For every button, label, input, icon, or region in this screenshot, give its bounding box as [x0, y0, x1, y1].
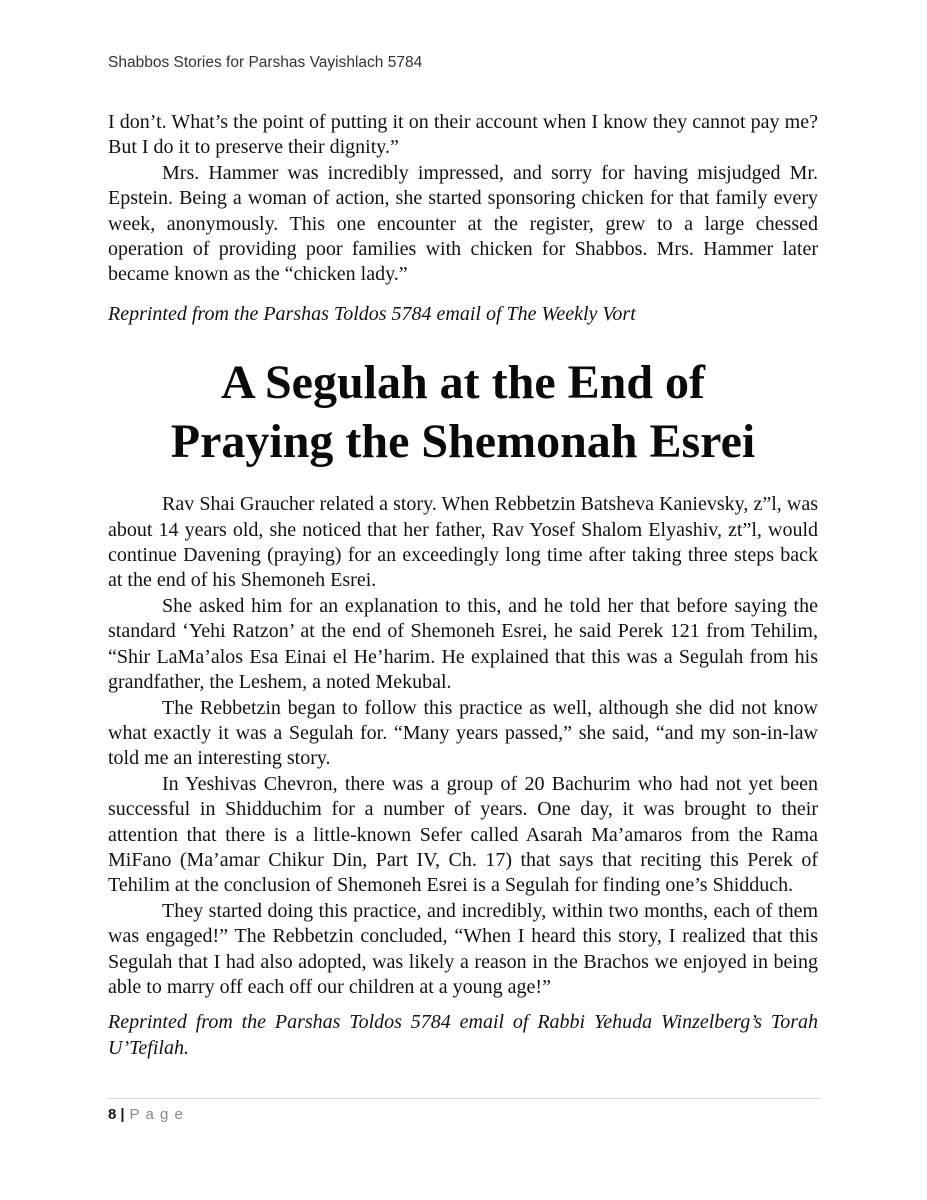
source-attribution: Reprinted from the Parshas Toldos 5784 email of The Weekly Vort [108, 302, 636, 325]
footer-page-label: P a g e [129, 1106, 184, 1123]
footer-separator: | [120, 1106, 125, 1123]
story-title [108, 353, 818, 471]
page-footer [108, 1098, 820, 1123]
footer-page-number: 8 [108, 1106, 117, 1123]
document-body [108, 110, 818, 1061]
body-paragraph: She asked him for an explanation to this, and he told her that before saying the standard ‘Yehi Ratzon’ at the end of Shemoneh Esrei, he said Perek 121 from Tehilim, “Shir LaMa’alos Esa Einai el He’harim. He explained that this was a Segulah from his grandfather, the Leshem, a noted Mekubal. [108, 594, 818, 694]
body-paragraph: Mrs. Hammer was incredibly impressed, and sorry for having misjudged Mr. Epstein. Being a woman of action, she started sponsoring chicken for that family every week, anonymously. This one encounter at the register, grew to a large chessed operation of providing poor families with chicken for Shabbos. Mrs. Hammer later became known as the “chicken lady.” [108, 161, 818, 286]
body-paragraph: The Rebbetzin began to follow this practice as well, although she did not know what exactly it was a Segulah for. “Many years passed,” she said, “and my son-in-law told me an interesting story. [108, 696, 818, 770]
body-paragraph: In Yeshivas Chevron, there was a group of 20 Bachurim who had not yet been successful in Shidduchim for a number of years. One day, it was brought to their attention that there is a little-known Sefer called Asarah Ma’amaros from the Rama MiFano (Ma’amar Chikur Din, Part IV, Ch. 17) that says that reciting this Perek of Tehilim at the conclusion of Shemoneh Esrei is a Segulah for finding one’s Shidduch. [108, 772, 818, 897]
body-paragraph: They started doing this practice, and incredibly, within two months, each of them was engaged!” The Rebbetzin concluded, “When I heard this story, I realized that this Segulah that I had also adopted, was likely a reason in the Brachos we enjoyed in being able to marry off each off our children at a young age!” [108, 899, 818, 998]
story-title-line1: A Segulah at the End of [220, 356, 706, 410]
story-title-line2: Praying the Shemonah Esrei [170, 415, 756, 469]
page-header-title: Shabbos Stories for Parshas Vayishlach 5784 [108, 54, 423, 71]
body-paragraph: I don’t. What’s the point of putting it on their account when I know they cannot pay me? But I do it to preserve their dignity.” [108, 111, 818, 159]
body-paragraph: Rav Shai Graucher related a story. When Rebbetzin Batsheva Kanievsky, z”l, was about 14 years old, she noticed that her father, Rav Yosef Shalom Elyashiv, zt”l, would continue Davening (praying) for an exceedingly long time after taking three steps back at the end of his Shemoneh Esrei. [108, 493, 818, 592]
source-attribution: Reprinted from the Parshas Toldos 5784 email of Rabbi Yehuda Winzelberg’s Torah U’Tefilah. [108, 1011, 818, 1059]
